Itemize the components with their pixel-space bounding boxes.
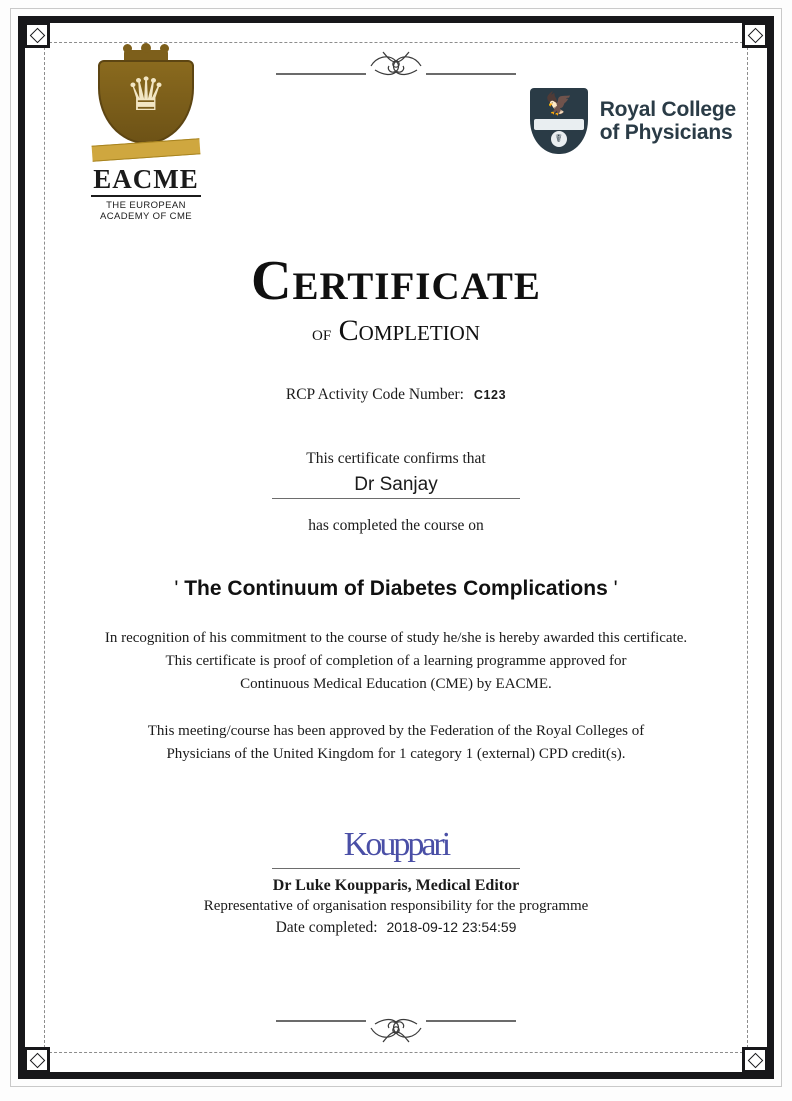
royal-college-crest-icon <box>530 88 588 154</box>
royal-college-name <box>600 98 736 144</box>
page-title: Certificate <box>251 250 541 312</box>
recipient-name-field <box>272 474 520 499</box>
bottom-flourish-ornament-icon <box>271 1015 521 1049</box>
eacme-subtitle-line-one: THE EUROPEAN <box>106 200 186 211</box>
eacme-wordmark: EACME <box>91 164 201 197</box>
course-open-quote: ' <box>174 577 179 600</box>
activity-code-value: C123 <box>473 388 507 402</box>
course-title: The Continuum of Diabetes Complications <box>184 577 608 600</box>
caduceus-icon: ☤ <box>551 131 567 147</box>
ribbon-banner-icon <box>92 138 201 161</box>
signatory-name: Dr Luke Koupparis, Medical Editor <box>272 877 520 894</box>
activity-code-row <box>56 386 736 404</box>
eacme-logo <box>66 50 226 222</box>
page-subtitle-word: Completion <box>338 314 481 347</box>
crown-center-icon <box>141 43 151 53</box>
recognition-paragraph <box>56 627 736 696</box>
signature-line <box>272 868 520 869</box>
course-close-quote: ' <box>613 577 618 600</box>
date-completed-value: 2018-09-12 23:54:59 <box>386 919 517 935</box>
signature-mark: Kouppari <box>343 826 449 863</box>
certificate-content <box>56 50 736 1045</box>
recognition-paragraph-line-two: This certificate is proof of completion of a learning programme approved for <box>165 653 627 669</box>
course-title-row <box>56 577 736 601</box>
royal-college-name-line-two: of Physicians <box>599 121 733 144</box>
date-completed-row <box>56 919 736 937</box>
lion-rampant-icon: ♛ <box>125 69 167 120</box>
royal-college-name-line-one: Royal College <box>599 98 736 121</box>
approval-paragraph-line-two: Physicians of the United Kingdom for 1 category 1 (external) CPD credit(s). <box>166 746 626 762</box>
page-subtitle <box>56 314 736 350</box>
page-subtitle-of: of <box>311 321 332 345</box>
eacme-shield-icon <box>98 50 194 162</box>
signature-block <box>56 822 736 937</box>
crest-band <box>534 119 584 130</box>
recognition-paragraph-line-one: In recognition of his commitment to the course of study he/she is hereby awarded this certificate. <box>104 630 688 646</box>
diamond-corner-icon <box>24 1047 50 1073</box>
diamond-corner-icon <box>742 1047 768 1073</box>
signatory-role: Representative of organisation responsibility for the programme <box>203 898 589 914</box>
diamond-corner-icon <box>742 22 768 48</box>
approval-paragraph-line-one: This meeting/course has been approved by the Federation of the Royal Colleges of <box>147 723 645 739</box>
eagle-icon: 🦅 <box>545 91 573 116</box>
diamond-corner-icon <box>24 22 50 48</box>
activity-code-label: RCP Activity Code Number: <box>285 386 464 403</box>
approval-paragraph <box>56 720 736 766</box>
logo-row <box>56 50 736 240</box>
eacme-subtitle-line-two: ACADEMY OF CME <box>100 211 192 222</box>
recognition-paragraph-line-three: Continuous Medical Education (CME) by EACME. <box>240 676 552 692</box>
completed-course-text: has completed the course on <box>308 517 484 534</box>
date-completed-label: Date completed: <box>275 919 378 936</box>
recipient-name: Dr Sanjay <box>354 474 438 495</box>
confirmation-text: This certificate confirms that <box>306 450 486 467</box>
royal-college-logo <box>530 88 736 154</box>
